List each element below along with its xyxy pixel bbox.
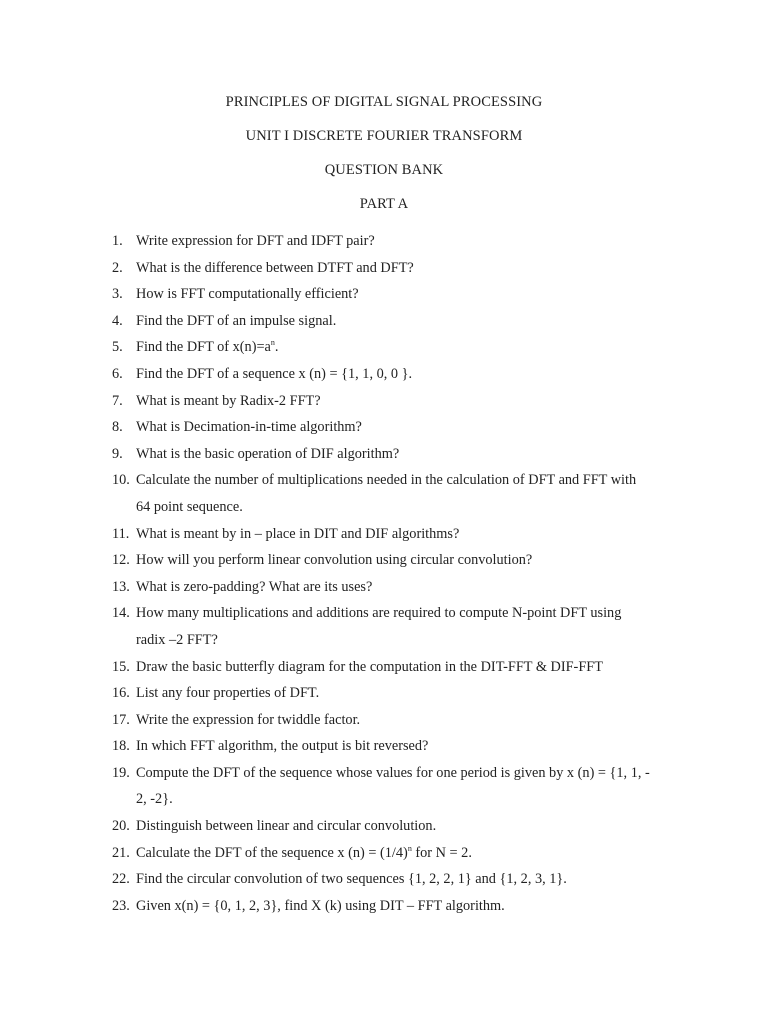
question-number: 2. — [112, 259, 123, 276]
question-text: Distinguish between linear and circular convolution. — [136, 818, 437, 835]
question-text: How will you perform linear convolution using circular convolution? — [136, 552, 533, 569]
part-heading: PART A — [359, 196, 409, 212]
question-number: 14. — [112, 605, 130, 622]
question-number: 13. — [112, 578, 130, 595]
question-text: What is Decimation-in-time algorithm? — [136, 419, 362, 436]
question-number: 3. — [112, 286, 123, 303]
section-subtitle: QUESTION BANK — [324, 162, 444, 178]
question-item — [112, 866, 672, 893]
question-number: 1. — [112, 233, 123, 249]
question-text: What is the difference between DTFT and DFT? — [136, 259, 414, 276]
question-number: 8. — [112, 419, 123, 436]
question-number: 17. — [112, 711, 130, 728]
question-text: What is meant by in – place in DIT and DIF algorithms? — [136, 525, 460, 542]
question-text: Find the DFT of a sequence x (n) = {1, 1, 0, 0 }. — [136, 365, 413, 382]
question-list — [112, 228, 672, 919]
question-item — [112, 228, 672, 255]
question-item — [112, 308, 672, 335]
question-item — [112, 521, 672, 548]
question-text: What is zero-padding? What are its uses? — [136, 578, 373, 595]
question-item — [112, 733, 672, 760]
question-item — [112, 388, 672, 415]
question-text: Draw the basic butterfly diagram for the computation in the DIT-FFT & DIF-FFT — [136, 658, 603, 675]
question-item — [112, 600, 672, 653]
question-number: 4. — [112, 312, 123, 329]
question-item — [112, 441, 672, 468]
question-item — [112, 707, 672, 734]
question-number: 21. — [112, 844, 130, 861]
question-item — [112, 840, 672, 867]
question-text: Given x(n) = {0, 1, 2, 3}, find X (k) using DIT – FFT algorithm. — [136, 897, 505, 914]
question-text: How is FFT computationally efficient? — [136, 286, 359, 303]
question-text-line: 64 point sequence. — [136, 498, 243, 515]
question-item — [112, 361, 672, 388]
question-text — [136, 760, 650, 813]
question-text: Write the expression for twiddle factor. — [136, 711, 361, 728]
question-item — [112, 574, 672, 601]
question-number: 10. — [112, 472, 130, 489]
superscript-exponent: n — [407, 843, 412, 853]
question-item — [112, 281, 672, 308]
question-item — [112, 654, 672, 681]
question-text: Find the DFT of an impulse signal. — [136, 312, 337, 329]
question-text-main: Find the DFT of x(n)=a — [136, 339, 271, 356]
question-number: 20. — [112, 818, 130, 835]
question-number: 6. — [112, 365, 123, 382]
question-item — [112, 893, 672, 920]
question-number: 18. — [112, 738, 130, 755]
question-number: 19. — [112, 764, 130, 781]
question-number: 5. — [112, 339, 123, 356]
question-text: What is meant by Radix-2 FFT? — [136, 392, 321, 409]
question-text — [136, 600, 621, 653]
question-number: 15. — [112, 658, 130, 675]
question-text-tail: . — [274, 339, 279, 356]
question-item — [112, 467, 672, 520]
question-item — [112, 255, 672, 282]
question-text: What is the basic operation of DIF algorithm? — [136, 445, 400, 462]
question-text-line: Calculate the number of multiplications needed in the calculation of DFT and FFT with — [136, 472, 637, 489]
question-text — [136, 334, 278, 361]
question-text-line: radix –2 FFT? — [136, 631, 218, 648]
question-item — [112, 334, 672, 361]
question-number: 23. — [112, 897, 130, 914]
question-number: 12. — [112, 552, 130, 569]
question-number: 7. — [112, 392, 123, 409]
question-item — [112, 414, 672, 441]
document-title: PRINCIPLES OF DIGITAL SIGNAL PROCESSING — [225, 94, 543, 110]
question-item — [112, 813, 672, 840]
question-text — [136, 840, 472, 867]
question-item — [112, 760, 672, 813]
question-item — [112, 680, 672, 707]
question-text-line: How many multiplications and additions are required to compute N-point DFT using — [136, 605, 622, 622]
question-text-line: 2, -2}. — [136, 791, 173, 808]
unit-title: UNIT I DISCRETE FOURIER TRANSFORM — [245, 128, 523, 144]
question-text-tail: for N = 2. — [411, 844, 472, 861]
question-number: 11. — [112, 525, 130, 542]
question-text-main: Calculate the DFT of the sequence x (n) = (1/4) — [136, 844, 408, 861]
question-number: 22. — [112, 871, 130, 888]
question-item — [112, 547, 672, 574]
question-text: List any four properties of DFT. — [136, 685, 320, 702]
question-number: 16. — [112, 685, 130, 702]
question-text: Find the circular convolution of two sequences {1, 2, 2, 1} and {1, 2, 3, 1}. — [136, 871, 567, 888]
question-text — [136, 467, 636, 520]
superscript-exponent: n — [270, 338, 275, 348]
question-text: In which FFT algorithm, the output is bit reversed? — [136, 738, 429, 755]
question-text-line: Compute the DFT of the sequence whose values for one period is given by x (n) = {1, 1, - — [136, 764, 650, 781]
question-number: 9. — [112, 445, 123, 462]
question-text: Write expression for DFT and IDFT pair? — [136, 233, 375, 249]
